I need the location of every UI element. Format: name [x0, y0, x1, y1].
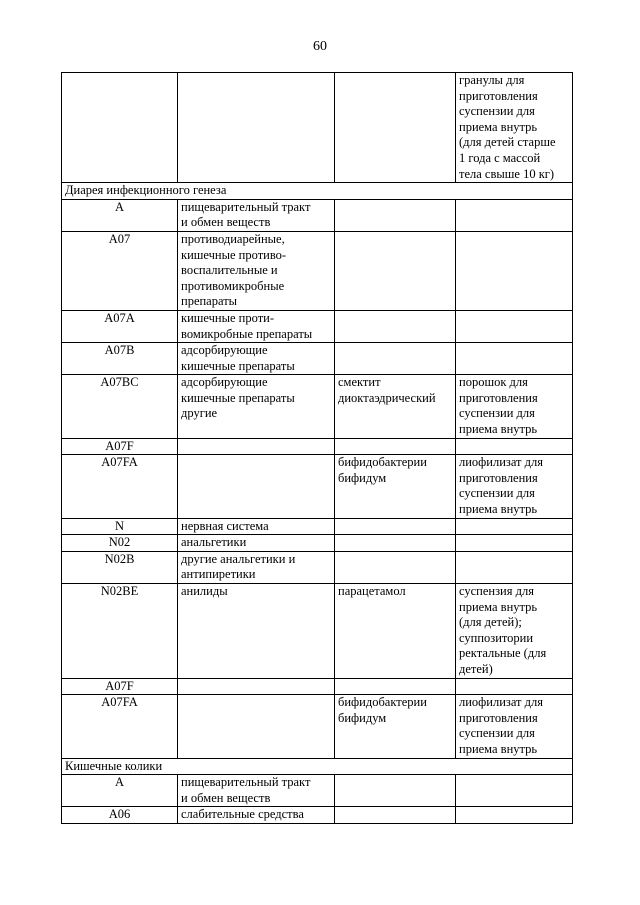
- atc-code-cell: A06: [62, 807, 178, 824]
- section-title: Диарея инфекционного генеза: [62, 183, 573, 200]
- atc-name-cell: анилиды: [178, 584, 335, 679]
- atc-name-cell: пищеварительный тракт и обмен веществ: [178, 775, 335, 807]
- atc-name-cell: другие анальгетики и антипиретики: [178, 551, 335, 583]
- atc-code-cell: N02BE: [62, 584, 178, 679]
- dosage-form-cell: порошок для приготовления суспензии для приема внутрь: [456, 375, 573, 438]
- atc-name-cell: анальгетики: [178, 535, 335, 552]
- atc-name-cell: [178, 438, 335, 455]
- atc-code-cell: [62, 73, 178, 183]
- drug-name-cell: [335, 518, 456, 535]
- table-row: [62, 775, 573, 807]
- atc-name-cell: слабительные средства: [178, 807, 335, 824]
- table-row: [62, 73, 573, 183]
- table-row: [62, 535, 573, 552]
- table-row: [62, 584, 573, 679]
- drug-name-cell: [335, 551, 456, 583]
- section-header-row: [62, 758, 573, 775]
- table-row: [62, 231, 573, 310]
- table-row: [62, 695, 573, 758]
- table-row: [62, 678, 573, 695]
- dosage-form-cell: [456, 551, 573, 583]
- atc-code-cell: A07B: [62, 343, 178, 375]
- atc-code-cell: N: [62, 518, 178, 535]
- dosage-form-cell: [456, 535, 573, 552]
- section-title: Кишечные колики: [62, 758, 573, 775]
- drug-name-cell: [335, 438, 456, 455]
- dosage-form-cell: [456, 343, 573, 375]
- atc-code-cell: N02: [62, 535, 178, 552]
- drug-name-cell: [335, 807, 456, 824]
- table-row: [62, 343, 573, 375]
- dosage-form-cell: гранулы для приготовления суспензии для приема внутрь (для детей старше 1 года с массой тела свыше 10 кг): [456, 73, 573, 183]
- atc-name-cell: [178, 678, 335, 695]
- atc-code-cell: N02B: [62, 551, 178, 583]
- atc-name-cell: [178, 695, 335, 758]
- table-row: [62, 455, 573, 518]
- atc-name-cell: кишечные проти- вомикробные препараты: [178, 310, 335, 342]
- table-row: [62, 310, 573, 342]
- atc-name-cell: [178, 455, 335, 518]
- atc-code-cell: A: [62, 199, 178, 231]
- table-row: [62, 438, 573, 455]
- dosage-form-cell: [456, 199, 573, 231]
- dosage-form-cell: [456, 775, 573, 807]
- drug-name-cell: [335, 678, 456, 695]
- drug-name-cell: парацетамол: [335, 584, 456, 679]
- drug-name-cell: [335, 775, 456, 807]
- atc-name-cell: пищеварительный тракт и обмен веществ: [178, 199, 335, 231]
- table-body: [62, 73, 573, 824]
- dosage-form-cell: [456, 678, 573, 695]
- dosage-form-cell: [456, 518, 573, 535]
- page-number: 60: [313, 39, 327, 54]
- atc-code-cell: A07BC: [62, 375, 178, 438]
- atc-name-cell: [178, 73, 335, 183]
- table-row: [62, 551, 573, 583]
- table-row: [62, 199, 573, 231]
- table-row: [62, 518, 573, 535]
- atc-name-cell: адсорбирующие кишечные препараты: [178, 343, 335, 375]
- dosage-form-cell: [456, 310, 573, 342]
- dosage-form-cell: суспензия для приема внутрь (для детей); суппозитории ректальные (для детей): [456, 584, 573, 679]
- atc-code-cell: A07F: [62, 678, 178, 695]
- dosage-form-cell: [456, 807, 573, 824]
- table-row: [62, 807, 573, 824]
- atc-name-cell: противодиарейные, кишечные противо- воспалительные и противомикробные препараты: [178, 231, 335, 310]
- drug-name-cell: [335, 199, 456, 231]
- drug-name-cell: [335, 310, 456, 342]
- table-row: [62, 375, 573, 438]
- drug-name-cell: бифидобактерии бифидум: [335, 455, 456, 518]
- atc-code-cell: A07: [62, 231, 178, 310]
- atc-code-cell: A: [62, 775, 178, 807]
- drug-name-cell: [335, 73, 456, 183]
- atc-code-cell: A07F: [62, 438, 178, 455]
- atc-code-cell: A07FA: [62, 695, 178, 758]
- dosage-form-cell: [456, 438, 573, 455]
- atc-name-cell: адсорбирующие кишечные препараты другие: [178, 375, 335, 438]
- atc-name-cell: нервная система: [178, 518, 335, 535]
- atc-code-cell: A07FA: [62, 455, 178, 518]
- drug-name-cell: [335, 535, 456, 552]
- dosage-form-cell: лиофилизат для приготовления суспензии для приема внутрь: [456, 695, 573, 758]
- drug-name-cell: смектит диоктаэдрический: [335, 375, 456, 438]
- drug-name-cell: [335, 343, 456, 375]
- atc-code-cell: A07A: [62, 310, 178, 342]
- drug-table: [61, 72, 573, 824]
- dosage-form-cell: [456, 231, 573, 310]
- section-header-row: [62, 183, 573, 200]
- drug-name-cell: [335, 231, 456, 310]
- dosage-form-cell: лиофилизат для приготовления суспензии для приема внутрь: [456, 455, 573, 518]
- drug-name-cell: бифидобактерии бифидум: [335, 695, 456, 758]
